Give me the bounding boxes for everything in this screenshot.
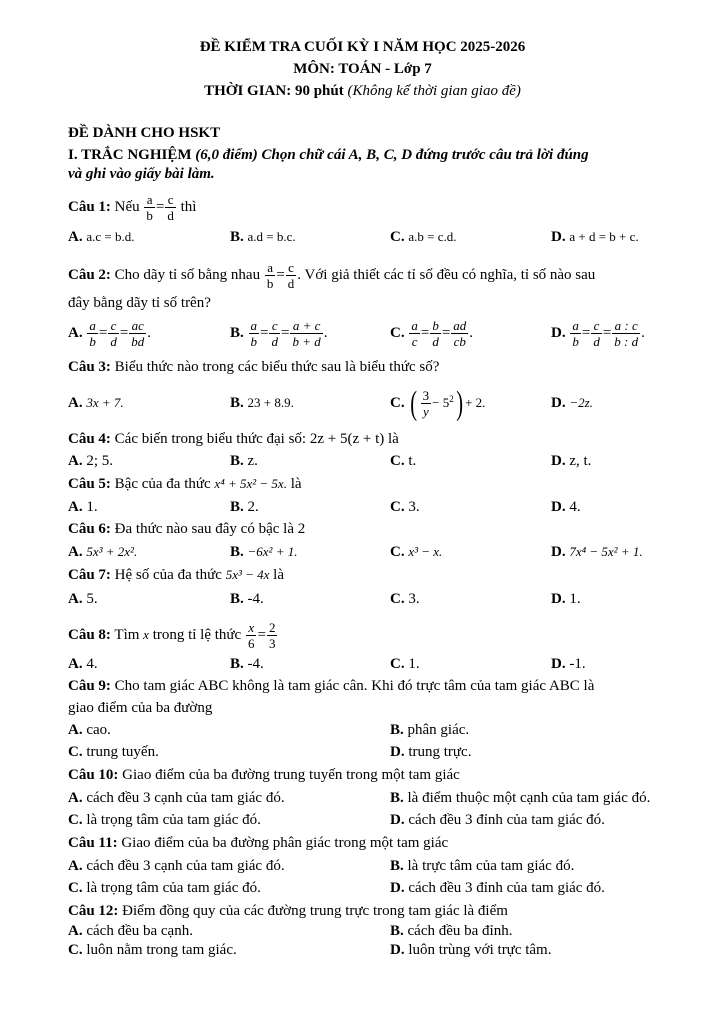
question-label: Câu 3: bbox=[68, 359, 111, 375]
q12-option-d[interactable]: D. luôn trùng với trực tâm. bbox=[390, 942, 552, 958]
q12-option-b[interactable]: B. cách đều ba đỉnh. bbox=[390, 923, 513, 939]
question-label: Câu 10: bbox=[68, 767, 119, 783]
question-text: . Với giả thiết các tỉ số đều có nghĩa, tỉ số nào sau bbox=[297, 266, 596, 283]
part1-instruction: Chọn chữ cái A, B, C, D đứng trước câu trả lời đúng bbox=[261, 147, 589, 163]
question-8: Câu 8: Tìm x trong tỉ lệ thức $\frac{x}{6}$ = $\frac{2}{3}$ bbox=[68, 620, 276, 651]
q7-option-d[interactable]: D. 1. bbox=[551, 591, 581, 607]
question-label: Câu 5: bbox=[68, 476, 111, 492]
fraction: $\frac{c}{d}$ bbox=[167, 192, 174, 223]
q11-option-c[interactable]: C. là trọng tâm của tam giác đó. bbox=[68, 880, 261, 896]
q10-option-a[interactable]: A. cách đều 3 cạnh của tam giác đó. bbox=[68, 790, 285, 806]
q1-option-b[interactable]: B. a.d = b.c. bbox=[230, 229, 296, 245]
question-label: Câu 7: bbox=[68, 567, 111, 583]
q9-option-b[interactable]: B. phân giác. bbox=[390, 722, 470, 738]
q2-option-d[interactable]: D. $\frac{a}{b}$ = $\frac{c}{d}$ = $\frac{a : c}{b : d}$ . bbox=[551, 318, 645, 349]
q10-option-d[interactable]: D. cách đều 3 đỉnh của tam giác đó. bbox=[390, 812, 605, 828]
q6-option-d[interactable]: D. 7x⁴ − 5x² + 1. bbox=[551, 544, 643, 560]
q4-option-d[interactable]: D. z, t. bbox=[551, 453, 592, 469]
part1-title: I. TRẮC NGHIỆM bbox=[68, 147, 192, 163]
section-for: ĐỀ DÀNH CHO HSKT bbox=[68, 125, 221, 141]
question-text: Các biến trong biểu thức đại số: 2z + 5(z + t) là bbox=[114, 431, 399, 447]
q7-option-c[interactable]: C. 3. bbox=[390, 591, 420, 607]
question-text: Bậc của đa thức bbox=[114, 476, 211, 492]
question-text: Đa thức nào sau đây có bậc là 2 bbox=[114, 521, 306, 537]
time-label: THỜI GIAN: 90 phút bbox=[204, 83, 344, 99]
q2-option-b[interactable]: B. $\frac{a}{b}$ = $\frac{c}{d}$ = $\frac{a + c}{b + d}$ . bbox=[230, 318, 328, 349]
polynomial: x⁴ + 5x² − 5x. bbox=[214, 476, 287, 491]
question-text: Giao điểm của ba đường phân giác trong một tam giác bbox=[121, 835, 449, 851]
q8-option-a[interactable]: A. 4. bbox=[68, 656, 98, 672]
question-6 bbox=[68, 520, 305, 538]
question-text: Cho dãy tỉ số bằng nhau bbox=[114, 266, 261, 283]
q6-option-c[interactable]: C. x³ − x. bbox=[390, 544, 443, 560]
q6-option-a[interactable]: A. 5x³ + 2x². bbox=[68, 544, 138, 560]
q3-option-b[interactable]: B. 23 + 8.9. bbox=[230, 395, 294, 411]
q3-option-d[interactable]: D. −2z. bbox=[551, 395, 593, 411]
part1-points: (6,0 điểm) bbox=[195, 147, 258, 163]
question-text: thì bbox=[180, 198, 197, 215]
q1-option-c[interactable]: C. a.b = c.d. bbox=[390, 229, 457, 245]
part1-instruction-2: và ghi vào giấy bài làm. bbox=[68, 166, 215, 182]
q7-option-a[interactable]: A. 5. bbox=[68, 591, 98, 607]
time-note: (Không kể thời gian giao đề) bbox=[347, 83, 521, 99]
q8-option-d[interactable]: D. -1. bbox=[551, 656, 586, 672]
question-text: trong tỉ lệ thức bbox=[152, 626, 242, 643]
question-11 bbox=[68, 834, 448, 852]
q10-option-c[interactable]: C. là trọng tâm của tam giác đó. bbox=[68, 812, 261, 828]
question-2: Câu 2: Cho dãy tỉ số bằng nhau $\frac{a}{b}$ = $\frac{c}{d}$ . Với giả thiết các tỉ số đều có nghĩa, tỉ số nào sau bbox=[68, 260, 596, 291]
q5-option-a[interactable]: A. 1. bbox=[68, 499, 98, 515]
q8-option-c[interactable]: C. 1. bbox=[390, 656, 420, 672]
question-label: Câu 11: bbox=[68, 835, 118, 851]
question-label: Câu 6: bbox=[68, 521, 111, 537]
question-text: Biểu thức nào trong các biểu thức sau là biểu thức số? bbox=[114, 359, 440, 375]
q4-option-a[interactable]: A. 2; 5. bbox=[68, 453, 114, 469]
q5-option-c[interactable]: C. 3. bbox=[390, 499, 420, 515]
fraction: $\frac{a}{b}$ bbox=[146, 192, 153, 223]
q2-option-c[interactable]: C. $\frac{a}{c}$ = $\frac{b}{d}$ = $\frac{ad}{cb}$ . bbox=[390, 318, 474, 349]
exam-title: ĐỀ KIỂM TRA CUỐI KỲ I NĂM HỌC 2025-2026 bbox=[199, 39, 526, 55]
question-10 bbox=[68, 766, 460, 784]
q3-option-a[interactable]: A. 3x + 7. bbox=[68, 395, 124, 411]
question-text: là bbox=[273, 567, 284, 583]
q9-option-c[interactable]: C. trung tuyến. bbox=[68, 744, 159, 760]
q11-option-b[interactable]: B. là trực tâm của tam giác đó. bbox=[390, 858, 575, 874]
question-1: Câu 1: Nếu $\frac{a}{b}$ = $\frac{c}{d}$ thì bbox=[68, 192, 197, 223]
question-label: Câu 12: bbox=[68, 903, 119, 919]
question-2-cont: đây bằng dãy tỉ số trên? bbox=[68, 295, 211, 311]
time-line bbox=[0, 82, 725, 100]
subject-line: MÔN: TOÁN - Lớp 7 bbox=[293, 61, 432, 77]
question-text: Cho tam giác ABC không là tam giác cân. Khi đó trực tâm của tam giác ABC là bbox=[114, 678, 595, 694]
question-text: Giao điểm của ba đường trung tuyến trong một tam giác bbox=[122, 767, 460, 783]
q7-option-b[interactable]: B. -4. bbox=[230, 591, 264, 607]
question-label: Câu 8: bbox=[68, 626, 111, 643]
question-5 bbox=[68, 475, 302, 493]
polynomial: 5x³ − 4x bbox=[225, 567, 270, 582]
q5-option-b[interactable]: B. 2. bbox=[230, 499, 259, 515]
q5-option-d[interactable]: D. 4. bbox=[551, 499, 581, 515]
question-text: Nếu bbox=[114, 198, 140, 215]
question-9 bbox=[68, 677, 594, 695]
q11-option-a[interactable]: A. cách đều 3 cạnh của tam giác đó. bbox=[68, 858, 285, 874]
q9-option-a[interactable]: A. cao. bbox=[68, 722, 111, 738]
question-3 bbox=[68, 358, 439, 376]
question-text: Tìm bbox=[114, 626, 140, 643]
q2-option-a[interactable]: A. $\frac{a}{b}$ = $\frac{c}{d}$ = $\frac{ac}{bd}$ . bbox=[68, 318, 152, 349]
question-7 bbox=[68, 566, 284, 584]
q4-option-c[interactable]: C. t. bbox=[390, 453, 417, 469]
part1-heading bbox=[68, 146, 589, 164]
question-text: là bbox=[290, 476, 302, 492]
question-12 bbox=[68, 902, 508, 920]
question-label: Câu 4: bbox=[68, 431, 111, 447]
question-text: Hệ số của đa thức bbox=[114, 567, 222, 583]
fraction: $\frac{a}{b}$ bbox=[266, 260, 274, 291]
q8-option-b[interactable]: B. -4. bbox=[230, 656, 264, 672]
q11-option-d[interactable]: D. cách đều 3 đỉnh của tam giác đó. bbox=[390, 880, 605, 896]
q9-option-d[interactable]: D. trung trực. bbox=[390, 744, 472, 760]
question-4 bbox=[68, 430, 399, 448]
q1-option-a[interactable]: A. a.c = b.d. bbox=[68, 229, 135, 245]
q3-option-c[interactable]: C. ( $\frac{3}{y}$ − $5^2) + 2$. bbox=[390, 384, 486, 422]
q1-option-d[interactable]: D. a + d = b + c. bbox=[551, 229, 639, 245]
question-label: Câu 1: bbox=[68, 198, 111, 215]
question-9-cont: giao điểm của ba đường bbox=[68, 700, 213, 716]
variable: x bbox=[143, 626, 149, 642]
fraction: $\frac{c}{d}$ bbox=[287, 260, 295, 291]
q12-option-c[interactable]: C. luôn nằm trong tam giác. bbox=[68, 942, 237, 958]
question-text: Điểm đồng quy của các đường trung trực trong tam giác là điểm bbox=[122, 903, 508, 919]
question-label: Câu 9: bbox=[68, 678, 111, 694]
q4-option-b[interactable]: B. z. bbox=[230, 453, 258, 469]
q10-option-b[interactable]: B. là điểm thuộc một cạnh của tam giác đó. bbox=[390, 790, 651, 806]
question-label: Câu 2: bbox=[68, 266, 111, 283]
q12-option-a[interactable]: A. cách đều ba cạnh. bbox=[68, 923, 193, 939]
q6-option-b[interactable]: B. −6x² + 1. bbox=[230, 544, 298, 560]
